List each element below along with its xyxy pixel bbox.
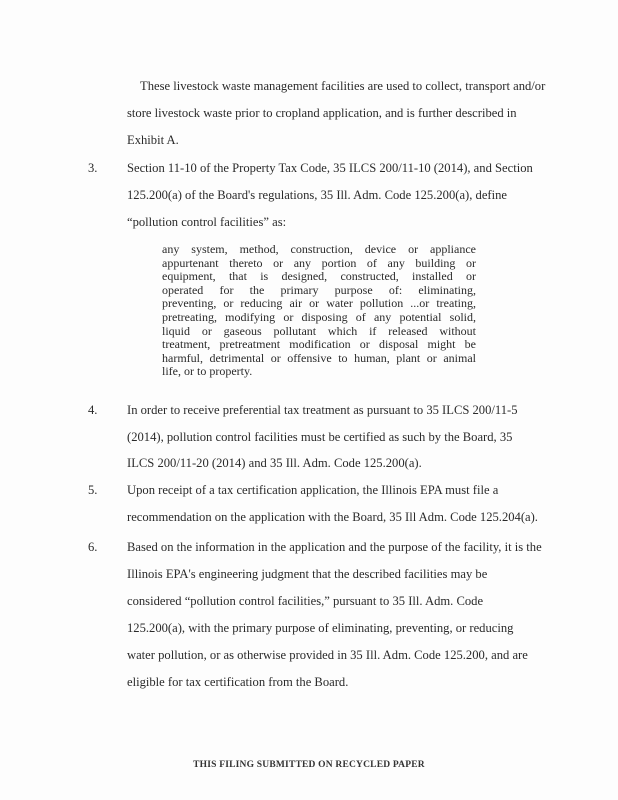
intro-line: Exhibit A. [127, 133, 179, 147]
paragraph-number: 5. [88, 483, 98, 497]
block-quote [162, 243, 476, 379]
paragraph-line: Illinois EPA's engineering judgment that the described facilities may be [127, 567, 488, 581]
quote-line: pretreating, modifying or disposing of any potential solid, [162, 309, 476, 324]
paragraph-line: 125.200(a), with the primary purpose of eliminating, preventing, or reducing [127, 621, 514, 635]
paragraph-line: water pollution, or as otherwise provided in 35 Ill. Adm. Code 125.200, and are [127, 648, 528, 662]
quote-line: operated for the primary purpose of: eliminating, [162, 282, 476, 297]
paragraph-number: 3. [88, 161, 98, 175]
paragraph-line: eligible for tax certification from the Board. [127, 675, 349, 689]
quote-line: appurtenant thereto or any portion of any building or [162, 255, 476, 270]
quote-line: life, or to property. [162, 364, 253, 379]
quote-line: treatment, pretreatment modification or disposal might be [162, 337, 476, 352]
paragraph-line: “pollution control facilities” as: [127, 215, 287, 229]
paragraph-line: recommendation on the application with the Board, 35 Ill Adm. Code 125.204(a). [127, 510, 538, 524]
paragraph-line: considered “pollution control facilities,” pursuant to 35 Ill. Adm. Code [127, 594, 484, 608]
quote-line: harmful, detrimental or offensive to human, plant or animal [162, 350, 476, 365]
intro-line: store livestock waste prior to cropland application, and is further described in [127, 106, 517, 120]
quote-line: any system, method, construction, device or appliance [162, 242, 476, 256]
quote-line: liquid or gaseous pollutant which if released without [162, 323, 476, 338]
paragraph-line: Section 11-10 of the Property Tax Code, 35 ILCS 200/11-10 (2014), and Section [127, 161, 533, 175]
paragraph-line: Upon receipt of a tax certification application, the Illinois EPA must file a [127, 483, 499, 497]
quote-line: equipment, that is designed, constructed, installed or [162, 269, 476, 284]
paragraph-line: ILCS 200/11-20 (2014) and 35 Ill. Adm. Code 125.200(a). [127, 456, 422, 470]
intro-line: These livestock waste management facilities are used to collect, transport and/or [140, 79, 546, 93]
page-footer: THIS FILING SUBMITTED ON RECYCLED PAPER [193, 760, 425, 770]
paragraph-number: 6. [88, 540, 98, 554]
paragraph-line: (2014), pollution control facilities must be certified as such by the Board, 35 [127, 430, 513, 444]
paragraph-line: 125.200(a) of the Board's regulations, 35 Ill. Adm. Code 125.200(a), define [127, 188, 508, 202]
paragraph-line: Based on the information in the application and the purpose of the facility, it is the [127, 540, 542, 554]
quote-line: preventing, or reducing air or water pollution ...or treating, [162, 296, 476, 311]
paragraph-number: 4. [88, 403, 98, 417]
paragraph-line: In order to receive preferential tax treatment as pursuant to 35 ILCS 200/11-5 [127, 403, 518, 417]
